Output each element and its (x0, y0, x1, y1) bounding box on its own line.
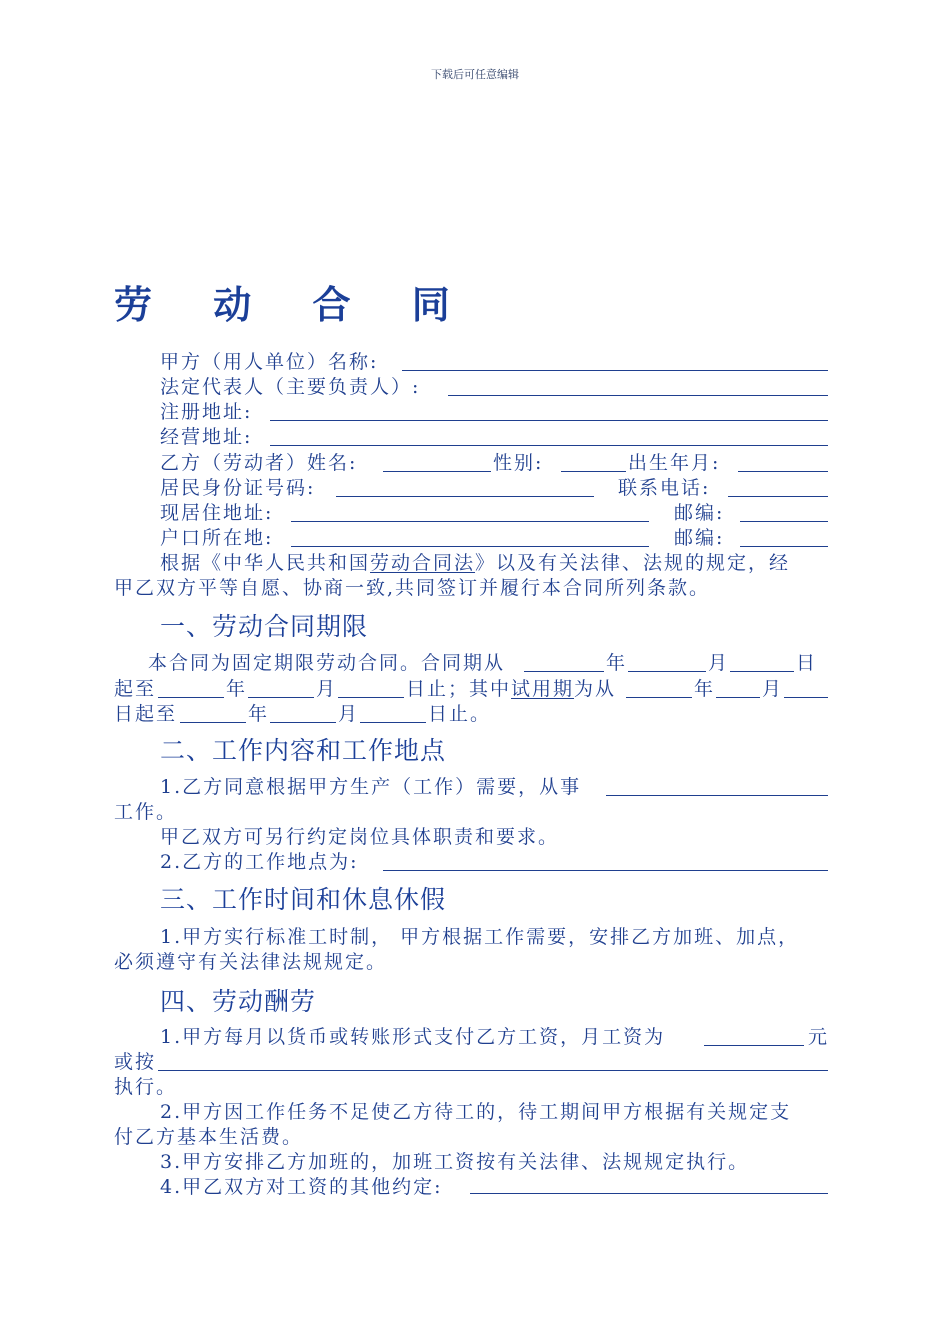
month-label: 月 (708, 652, 730, 674)
other-wage-terms-field[interactable] (470, 1193, 828, 1194)
section3-heading: 三、工作时间和休息休假 (160, 885, 447, 914)
employee-name-label: 乙方（劳动者）姓名: (160, 452, 358, 474)
s2-p1b: 工作。 (114, 801, 178, 823)
legal-rep-label: 法定代表人（主要负责人）: (160, 376, 421, 398)
contract-start-year[interactable] (524, 671, 604, 672)
employer-name-label: 甲方（用人单位）名称: (160, 351, 379, 373)
postcode1-field[interactable] (740, 521, 828, 522)
trial-end-month[interactable] (270, 722, 336, 723)
month-label: 月 (338, 703, 360, 725)
s4-p1c: 执行。 (114, 1076, 178, 1098)
postcode1-label: 邮编: (674, 502, 725, 524)
id-number-label: 居民身份证号码: (160, 477, 316, 499)
s2-p3: 2.乙方的工作地点为: (160, 851, 359, 873)
reg-address-field[interactable] (270, 420, 828, 421)
day-label: 日 (796, 652, 818, 674)
postcode2-label: 邮编: (674, 527, 725, 549)
preamble-line1: 根据《中华人民共和国劳动合同法》以及有关法律、法规的规定，经 (160, 552, 791, 574)
hukou-field[interactable] (291, 546, 649, 547)
legal-rep-field[interactable] (448, 395, 828, 396)
s4-p4: 4.甲乙双方对工资的其他约定: (160, 1176, 443, 1198)
trial-start-day[interactable] (784, 697, 828, 698)
wage-method-field[interactable] (158, 1070, 828, 1071)
phone-field[interactable] (728, 496, 828, 497)
s4-p1: 1.甲方每月以货币或转账形式支付乙方工资，月工资为 (160, 1026, 666, 1048)
trial-start-month[interactable] (716, 697, 760, 698)
id-number-field[interactable] (336, 496, 594, 497)
document-title: 劳 动 合 同 (114, 283, 474, 327)
trial-link[interactable]: 试用期 (511, 678, 575, 700)
qizhi-label: 起至 (114, 678, 157, 700)
year-label: 年 (226, 678, 248, 700)
contract-start-month[interactable] (628, 671, 706, 672)
contract-end-month[interactable] (248, 697, 314, 698)
section4-heading: 四、劳动酬劳 (160, 987, 317, 1016)
phone-label: 联系电话: (618, 477, 711, 499)
s4-p2: 2.甲方因工作任务不足使乙方待工的，待工期间甲方根据有关规定支 (160, 1101, 792, 1123)
birth-field[interactable] (738, 471, 828, 472)
work-location-field[interactable] (383, 870, 828, 871)
month-label: 月 (762, 678, 784, 700)
month-label: 月 (316, 678, 338, 700)
current-address-label: 现居住地址: (160, 502, 274, 524)
trial-end-day[interactable] (360, 722, 426, 723)
s3-p1b: 必须遵守有关法律法规规定。 (114, 951, 388, 973)
current-address-field[interactable] (291, 521, 649, 522)
s3-p1: 1.甲方实行标准工时制， 甲方根据工作需要，安排乙方加班、加点， (160, 926, 800, 948)
s4-p1b: 或按 (114, 1051, 157, 1073)
hukou-label: 户口所在地: (160, 527, 274, 549)
monthly-wage-field[interactable] (704, 1045, 804, 1046)
law-link[interactable]: 劳动合同法 (370, 552, 476, 574)
yuan-label: 元 (808, 1026, 830, 1048)
employee-name-field[interactable] (383, 471, 491, 472)
reg-address-label: 注册地址: (160, 401, 253, 423)
gender-label: 性别: (493, 452, 544, 474)
year-label: 年 (694, 678, 716, 700)
section2-heading: 二、工作内容和工作地点 (160, 736, 447, 765)
gender-field[interactable] (561, 471, 626, 472)
postcode2-field[interactable] (740, 546, 828, 547)
year-label: 年 (248, 703, 270, 725)
job-content-field[interactable] (606, 795, 828, 796)
ri-qizhi-label: 日起至 (114, 703, 178, 725)
trial-start-year[interactable] (626, 697, 692, 698)
s1-line2-mid: 日止；其中试用期为从 (406, 678, 617, 700)
s1-line1-text: 本合同为固定期限劳动合同。合同期从 (148, 652, 506, 674)
s2-p2: 甲乙双方可另行约定岗位具体职责和要求。 (160, 826, 560, 848)
birth-label: 出生年月: (628, 452, 721, 474)
page-header: 下载后可任意编辑 (431, 68, 519, 81)
trial-end-year[interactable] (180, 722, 246, 723)
contract-end-day[interactable] (338, 697, 404, 698)
preamble-line2: 甲乙双方平等自愿、协商一致,共同签订并履行本合同所列条款。 (114, 577, 711, 599)
zhi-end-label: 日止。 (428, 703, 492, 725)
employer-name-field[interactable] (402, 370, 828, 371)
contract-end-year[interactable] (158, 697, 224, 698)
biz-address-label: 经营地址: (160, 426, 253, 448)
section1-heading: 一、劳动合同期限 (160, 612, 369, 641)
s4-p2b: 付乙方基本生活费。 (114, 1126, 304, 1148)
s4-p3: 3.甲方安排乙方加班的，加班工资按有关法律、法规规定执行。 (160, 1151, 750, 1173)
s2-p1: 1.乙方同意根据甲方生产（工作）需要，从事 (160, 776, 582, 798)
biz-address-field[interactable] (270, 445, 828, 446)
year-label: 年 (606, 652, 628, 674)
contract-start-day[interactable] (730, 671, 794, 672)
